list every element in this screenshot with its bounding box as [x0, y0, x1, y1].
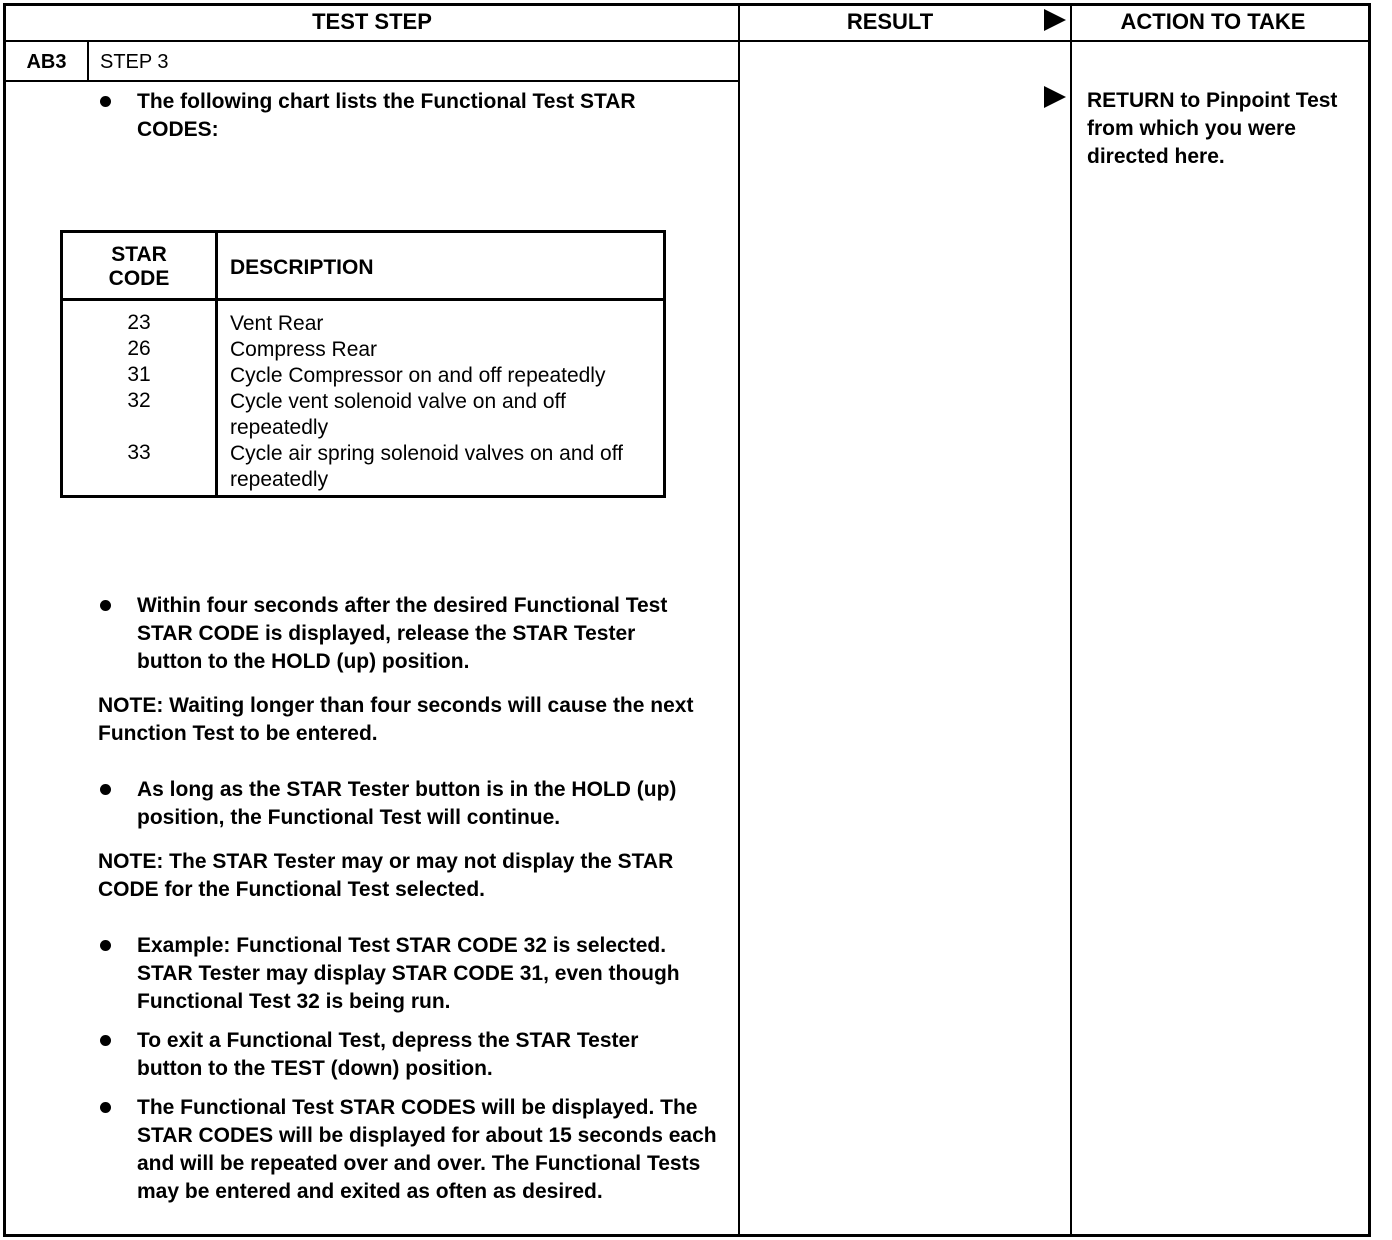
example-bullet-text: Example: Functional Test STAR CODE 32 is selected. STAR Tester may display STAR CODE 31, even though Functional Test 32 is being run.: [137, 934, 680, 1013]
table-header-description: DESCRIPTION: [230, 256, 374, 279]
step-row-bottom-rule: [3, 80, 740, 82]
bullet-icon: [100, 940, 111, 951]
note-waiting: NOTE: Waiting longer than four seconds will cause the next Function Test to be entered.: [98, 694, 694, 745]
table-header-code: [63, 243, 215, 291]
table-row-desc: Cycle air spring solenoid valves on and off repeatedly: [230, 442, 624, 491]
step-label: STEP 3: [100, 51, 169, 73]
header-result: RESULT: [846, 9, 934, 34]
header-bottom-rule: [3, 40, 1371, 42]
table-header-rule: [63, 298, 663, 301]
frame-bottom: [3, 1234, 1371, 1237]
table-header-code-line1: STAR: [111, 243, 167, 266]
table-row-code: 31: [127, 363, 151, 386]
action-arrow-icon: [1044, 86, 1066, 108]
bullet-icon: [100, 600, 111, 611]
table-row-code: 32: [127, 389, 151, 412]
hold-bullet-text: As long as the STAR Tester button is in the HOLD (up) position, the Functional Test will continue.: [137, 778, 677, 829]
release-bullet-text: Within four seconds after the desired Functional Test STAR CODE is displayed, release the STAR Tester button to the HOLD (up) position.: [137, 594, 668, 673]
header-arrow-icon: [1044, 9, 1066, 31]
intro-bullet-text: The following chart lists the Functional Test STAR CODES:: [137, 90, 636, 141]
bullet-icon: [100, 784, 111, 795]
frame-right: [1368, 3, 1371, 1237]
table-row-desc: Vent Rear: [230, 312, 324, 335]
note-display: NOTE: The STAR Tester may or may not display the STAR CODE for the Functional Test selected.: [98, 850, 674, 901]
table-column-divider: [215, 233, 218, 495]
bullet-icon: [100, 1035, 111, 1046]
step-id: AB3: [26, 51, 67, 73]
bullet-icon: [100, 96, 111, 107]
table-row-code: 26: [127, 337, 151, 360]
table-header-code-line2: CODE: [108, 267, 170, 290]
header-test-step: TEST STEP: [312, 9, 432, 34]
action-text: RETURN to Pinpoint Test from which you were directed here.: [1087, 89, 1338, 168]
frame-left: [3, 3, 6, 1237]
repeat-bullet-text: The Functional Test STAR CODES will be displayed. The STAR CODES will be displayed for about 15 seconds each and will be repeated over and over. The Functional Tests may be entered and exited as often as desired.: [137, 1096, 717, 1203]
table-row-desc: Cycle Compressor on and off repeatedly: [230, 364, 606, 387]
table-row-code: 33: [127, 441, 151, 464]
step-id-divider: [87, 40, 89, 82]
header-action: ACTION TO TAKE: [1120, 9, 1306, 34]
star-code-table: [60, 230, 666, 498]
frame-top: [3, 3, 1371, 6]
col-divider-action: [1070, 3, 1072, 1237]
bullet-icon: [100, 1102, 111, 1113]
col-divider-result: [738, 3, 740, 1237]
table-row-desc: Cycle vent solenoid valve on and off repeatedly: [230, 390, 566, 439]
table-row-desc: Compress Rear: [230, 338, 378, 361]
table-row-code: 23: [127, 311, 151, 334]
exit-bullet-text: To exit a Functional Test, depress the STAR Tester button to the TEST (down) position.: [137, 1029, 639, 1080]
